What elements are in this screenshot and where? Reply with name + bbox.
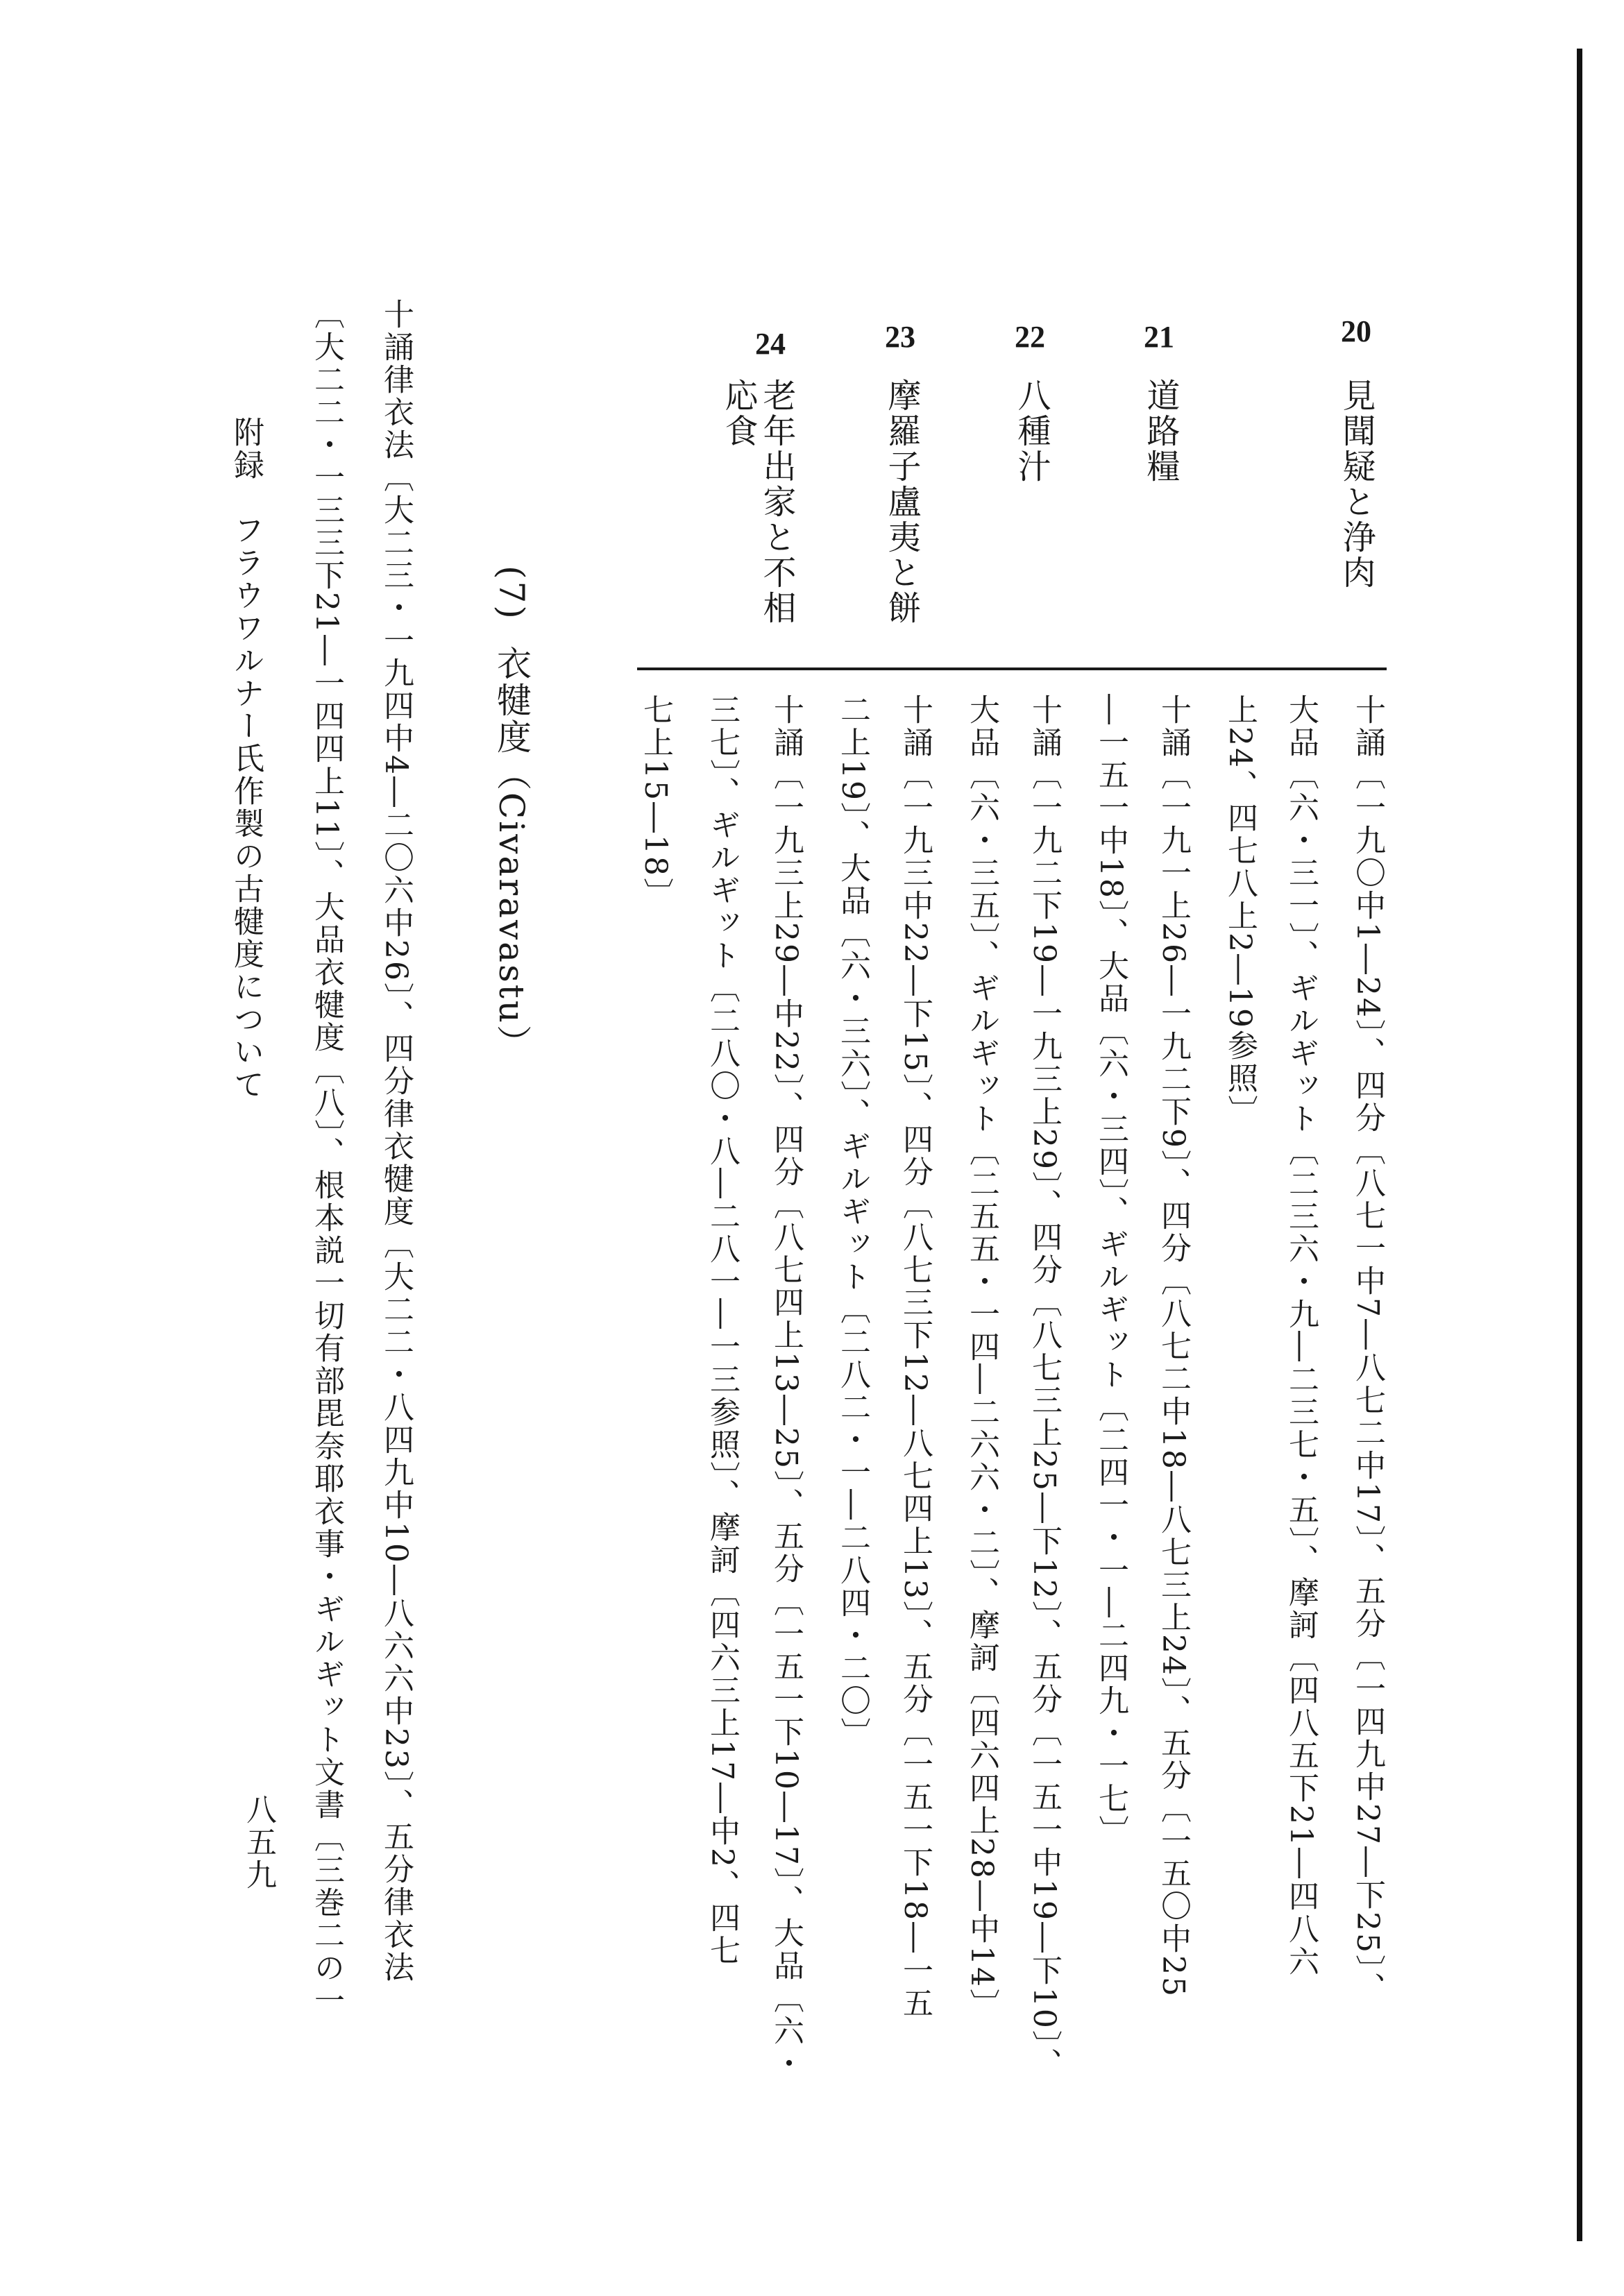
reference-line: ―一五一中18〕、大品〔六・三四〕、ギルギット〔二四一・一―二四九・一七〕 [1093, 694, 1128, 1848]
entry-number: 22 [1015, 320, 1045, 354]
reference-line: 上24、四七八上2―19参照〕 [1222, 694, 1258, 1128]
entry-number: 21 [1144, 320, 1174, 354]
entry-title: 見聞疑と浄肉 [1337, 378, 1376, 590]
section-title: 衣犍度（Civaravastu） [491, 645, 532, 1062]
reference-line: 三七〕、ギルギット〔二八〇・八―二八一―一三参照〕、摩訶〔四六三上17―中2、四七 [704, 694, 740, 1967]
reference-line: 十誦〔一九三上29―中22〕、四分〔八七四上13―25〕、五分〔一五一下10―17〕、大品〔六・ [768, 694, 804, 2080]
entry-title: 摩羅子盧夷と餅 [882, 378, 921, 626]
running-title: 附録 フラウワルナー氏作製の古犍度について [228, 416, 264, 1101]
divider-rule [637, 667, 1387, 670]
reference-line: 大品〔六・三五〕、ギルギット〔二五五・一四―二六六・二〕、摩訶〔四六四上28―中14〕 [964, 694, 999, 2021]
body-line: 十誦律衣法〔大二三・一九四中4―二〇六中26〕、四分律衣犍度〔大二二・八四九中10―八六六中23〕、五分律衣法 [378, 298, 414, 1984]
page-number: 八五九 [241, 1794, 276, 1891]
entry-title: 老年出家と不相 [757, 378, 796, 626]
entry-number: 24 [755, 327, 786, 361]
reference-line: 十誦〔一九二下19―一九三上29〕、四分〔八七三上25―下12〕、五分〔一五一中19―下10〕、 [1026, 694, 1062, 2080]
binding-rule [1577, 49, 1582, 2241]
reference-line: 十誦〔一九〇中1―24〕、四分〔八七一中7―八七二中17〕、五分〔一四九中27―下25〕、 [1350, 694, 1385, 2005]
body-line: 〔大二二・一三三下21―一四四上11〕、大品衣犍度〔八〕、根本説一切有部毘奈耶衣事・ギルギット文書〔三巻二の一 [309, 298, 344, 2017]
reference-line: 七上15―18〕 [638, 694, 673, 910]
section-number: (7) [491, 566, 532, 621]
entry-number: 23 [885, 320, 915, 354]
entry-title: 八種汁 [1012, 378, 1051, 484]
entry-title: 道路糧 [1141, 378, 1180, 484]
reference-line: 十誦〔一九三中22―下15〕、四分〔八七三下12―八七四上13〕、五分〔一五一下18―一五 [897, 694, 933, 2020]
entry-title: 応食 [719, 378, 758, 449]
reference-line: 十誦〔一九一上26―一九二下9〕、四分〔八七二中18―八七三上24〕、五分〔一五〇中25 [1156, 694, 1191, 1998]
reference-line: 二上19〕、大品〔六・三六〕、ギルギット〔二八二・一―二八四・二〇〕 [835, 694, 870, 1750]
entry-number: 20 [1341, 314, 1371, 348]
reference-line: 大品〔六・三一〕、ギルギット〔二三六・九―二三七・五〕、摩訶〔四八五下21―四八六 [1283, 694, 1319, 1978]
